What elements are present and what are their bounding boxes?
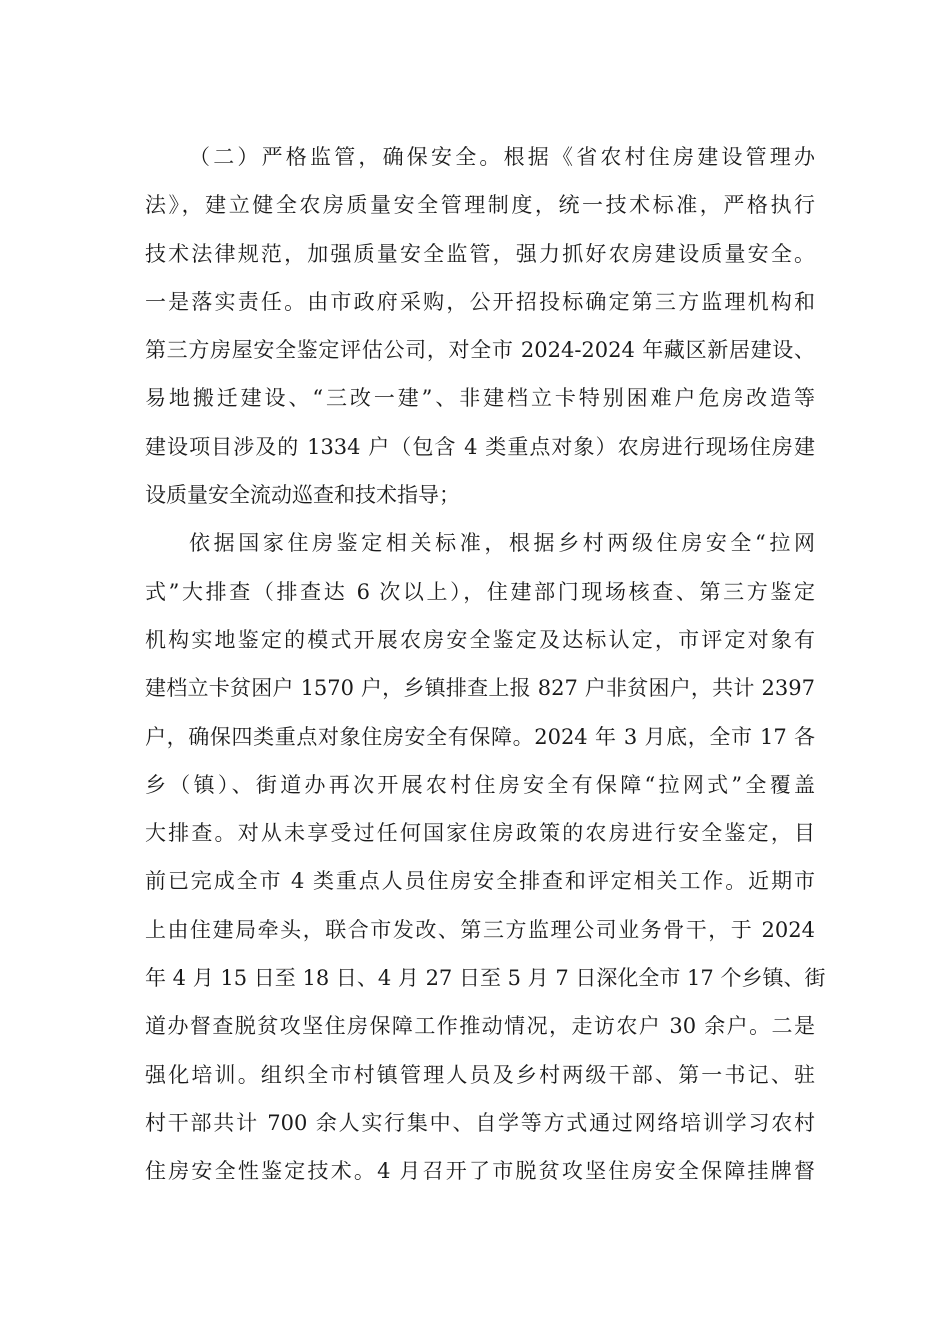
text-line: 强化培训。组织全市村镇管理人员及乡村两级干部、第一书记、驻 xyxy=(145,1062,815,1087)
text-line: 前已完成全市 4 类重点人员住房安全排查和评定相关工作。近期市 xyxy=(145,869,815,894)
text-line: 户，确保四类重点对象住房安全有保障。2024 年 3 月底，全市 17 各 xyxy=(145,724,815,749)
text-line: 道办督查脱贫攻坚住房保障工作推动情况，走访农户 30 余户。二是 xyxy=(145,1014,815,1039)
text-line: 上由住建局牵头，联合市发改、第三方监理公司业务骨干，于 2024 xyxy=(145,917,815,942)
text-line: 一是落实责任。由市政府采购，公开招投标确定第三方监理机构和 xyxy=(145,289,815,314)
paragraph-1 xyxy=(145,133,815,519)
text-line: 村干部共计 700 余人实行集中、自学等方式通过网络培训学习农村 xyxy=(145,1110,815,1135)
text-line: 乡（镇）、街道办再次开展农村住房安全有保障“拉网式”全覆盖 xyxy=(145,772,815,797)
text-line: 建档立卡贫困户 1570 户，乡镇排查上报 827 户非贫困户，共计 2397 xyxy=(145,676,815,701)
text-line: （二）严格监管，确保安全。根据《省农村住房建设管理办 xyxy=(189,145,815,169)
text-line: 依据国家住房鉴定相关标准，根据乡村两级住房安全“拉网 xyxy=(189,531,815,556)
text-line: 年 4 月 15 日至 18 日、4 月 27 日至 5 月 7 日深化全市 17 个乡镇、街 xyxy=(145,966,826,991)
text-line: 大排查。对从未享受过任何国家住房政策的农房进行安全鉴定，目 xyxy=(145,821,815,846)
text-line: 第三方房屋安全鉴定评估公司，对全市 2024-2024 年藏区新居建设、 xyxy=(145,338,815,363)
text-line: 法》，建立健全农房质量安全管理制度，统一技术标准，严格执行 xyxy=(145,193,815,218)
text-line: 建设项目涉及的 1334 户（包含 4 类重点对象）农房进行现场住房建 xyxy=(145,434,815,459)
text-line: 住房安全性鉴定技术。4 月召开了市脱贫攻坚住房安全保障挂牌督 xyxy=(145,1159,815,1184)
text-line: 易地搬迁建设、“三改一建”、非建档立卡特别困难户危房改造等 xyxy=(145,386,815,411)
text-line: 技术法律规范，加强质量安全监管，强力抓好农房建设质量安全。 xyxy=(145,241,815,266)
text-line: 设质量安全流动巡查和技术指导； xyxy=(145,483,460,508)
paragraph-2 xyxy=(145,519,826,1195)
text-line: 机构实地鉴定的模式开展农房安全鉴定及达标认定，市评定对象有 xyxy=(145,627,815,652)
text-line: 式”大排查（排查达 6 次以上），住建部门现场核查、第三方鉴定 xyxy=(145,579,815,604)
body-text xyxy=(145,133,826,1196)
